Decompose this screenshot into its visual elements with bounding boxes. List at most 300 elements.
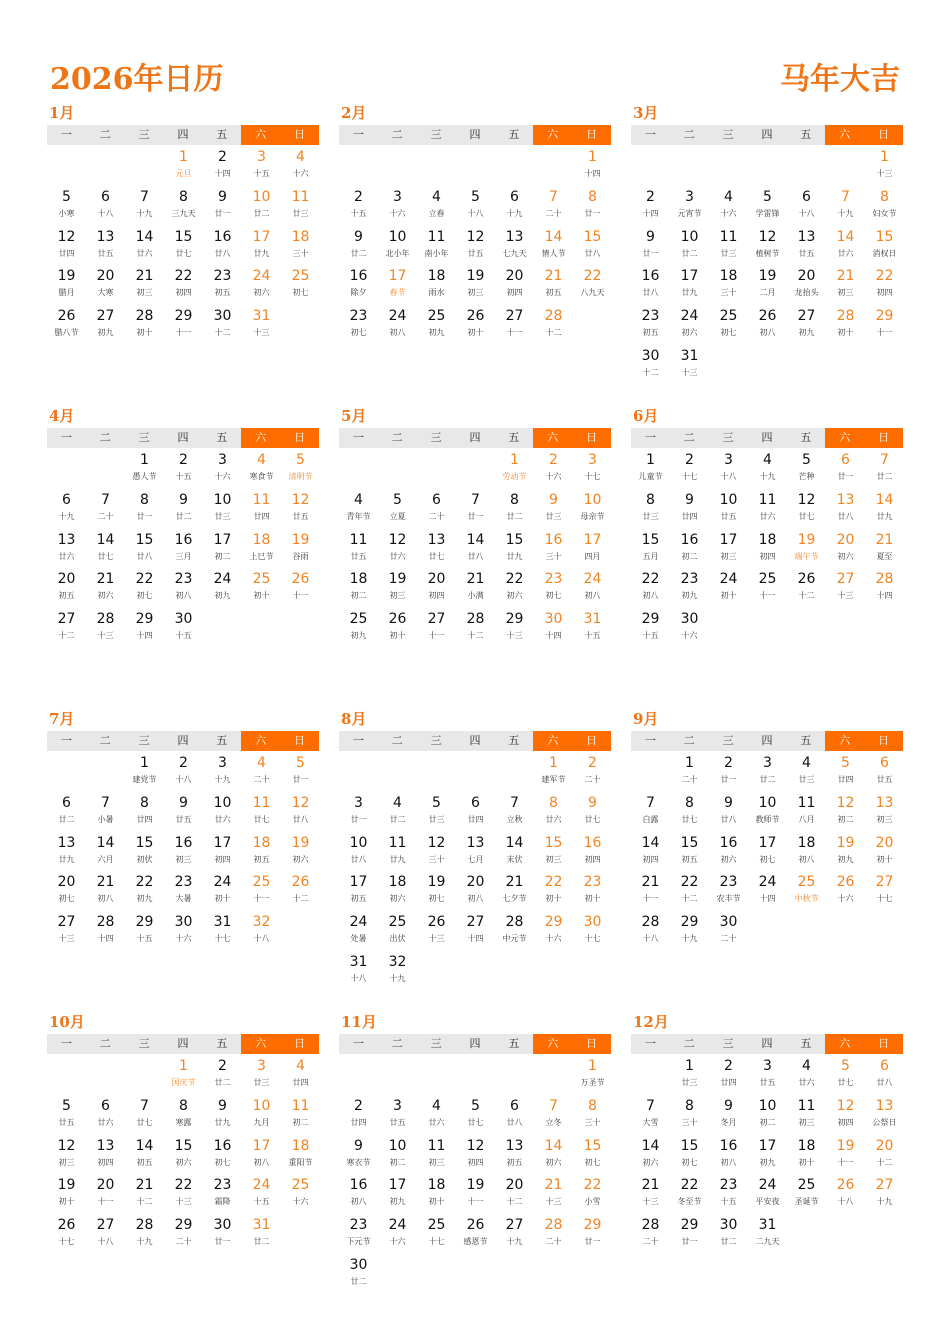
empty-cell (378, 754, 417, 794)
day-number: 9 (218, 188, 227, 205)
day-number: 10 (252, 1097, 271, 1114)
day-cell (826, 531, 865, 571)
day-cell (670, 834, 709, 874)
day-number: 21 (544, 268, 563, 285)
day-cell (339, 1256, 378, 1296)
day-number: 27 (797, 308, 816, 325)
weekday-label: 五 (786, 125, 825, 145)
lunar-label: 农丰节 (716, 894, 741, 904)
day-number: 2 (218, 149, 227, 165)
day-number: 10 (680, 228, 699, 245)
day-number: 25 (427, 308, 446, 325)
day-number: 22 (135, 874, 154, 891)
lunar-label: 初九 (681, 591, 698, 601)
day-number: 19 (427, 874, 446, 891)
lunar-label: 三十 (545, 551, 562, 561)
lunar-label: 十九 (389, 973, 406, 983)
day-number: 5 (763, 188, 772, 205)
day-number: 6 (880, 1058, 889, 1074)
weekday-label: 二 (670, 428, 709, 448)
day-cell (86, 307, 125, 347)
lunar-label: 雨水 (428, 288, 445, 298)
day-number: 31 (758, 1217, 777, 1234)
day-number: 7 (549, 1097, 558, 1114)
day-number: 1 (685, 1058, 694, 1074)
day-number: 2 (724, 1058, 733, 1074)
day-number: 14 (544, 228, 563, 245)
day-cell (242, 188, 281, 228)
lunar-label: 十九 (876, 1197, 893, 1207)
lunar-label: 初七 (720, 328, 737, 338)
day-cell (456, 794, 495, 834)
day-cell (709, 1137, 748, 1177)
day-cell (670, 188, 709, 228)
lunar-label: 廿六 (389, 551, 406, 561)
day-number: 20 (427, 571, 446, 588)
day-number: 28 (641, 914, 660, 931)
day-cell (86, 1097, 125, 1137)
lunar-label: 初八 (350, 1197, 367, 1207)
lunar-label: 初三 (136, 288, 153, 298)
day-cell (164, 610, 203, 650)
day-number: 22 (544, 874, 563, 891)
lunar-label: 三月 (175, 551, 192, 561)
day-cell (573, 451, 612, 491)
day-cell (125, 451, 164, 491)
day-number: 12 (758, 228, 777, 245)
empty-cell (748, 148, 787, 188)
lunar-label: 十四 (642, 208, 659, 218)
day-number: 13 (466, 834, 485, 851)
day-cell (203, 228, 242, 268)
lunar-label: 龙抬头 (794, 288, 819, 298)
day-number: 9 (354, 1137, 363, 1154)
lunar-label: 十二 (876, 1157, 893, 1167)
weekday-label: 五 (494, 1034, 533, 1054)
day-cell (709, 531, 748, 571)
day-number: 21 (544, 1177, 563, 1194)
day-number: 2 (549, 452, 558, 468)
day-cell (339, 188, 378, 228)
lunar-label: 廿五 (876, 775, 893, 784)
day-number: 20 (96, 1177, 115, 1194)
empty-cell (670, 148, 709, 188)
day-number: 19 (57, 268, 76, 285)
lunar-label: 十五 (642, 631, 659, 641)
day-number: 2 (354, 188, 363, 205)
day-number: 30 (213, 1217, 232, 1234)
day-number: 8 (549, 794, 558, 811)
lunar-label: 廿三 (292, 208, 309, 218)
lunar-label: 元旦 (175, 169, 192, 178)
lunar-label: 十三 (253, 328, 270, 338)
lunar-label: 廿八 (837, 511, 854, 521)
day-number: 21 (135, 268, 154, 285)
day-number: 20 (505, 268, 524, 285)
day-cell (631, 188, 670, 228)
weekday-label: 一 (631, 731, 670, 751)
month-name: 2月 (341, 104, 367, 122)
lunar-label: 重阳节 (288, 1157, 313, 1167)
day-cell (203, 1176, 242, 1216)
weekday-header (631, 125, 903, 145)
day-number: 10 (388, 1137, 407, 1154)
day-number: 17 (349, 874, 368, 891)
day-cell (748, 1176, 787, 1216)
lunar-label: 处暑 (350, 934, 367, 944)
day-cell (378, 491, 417, 531)
lunar-label: 廿二 (58, 814, 75, 824)
month-name: 12月 (633, 1013, 669, 1031)
lunar-label: 十四 (97, 934, 114, 944)
day-cell (865, 1176, 904, 1216)
day-cell (748, 1216, 787, 1256)
lunar-label: 初十 (545, 894, 562, 904)
day-cell (670, 754, 709, 794)
day-cell (709, 307, 748, 347)
lunar-label: 初八 (720, 1157, 737, 1167)
day-number: 2 (218, 1058, 227, 1074)
lunar-label: 十六 (389, 208, 406, 218)
month-9 (631, 709, 903, 953)
day-number: 27 (466, 914, 485, 931)
day-number: 10 (758, 794, 777, 811)
weekday-label: 六 (825, 1034, 864, 1054)
day-number: 18 (719, 268, 738, 285)
lunar-label: 公祭日 (872, 1117, 897, 1127)
lunar-label: 初七 (759, 854, 776, 864)
day-number: 22 (135, 571, 154, 588)
day-number: 9 (685, 491, 694, 508)
lunar-label: 初八 (175, 591, 192, 601)
day-cell (242, 1176, 281, 1216)
lunar-label: 立秋 (506, 814, 523, 824)
day-number: 7 (646, 794, 655, 811)
lunar-label: 大寒 (97, 288, 114, 298)
empty-cell (417, 451, 456, 491)
day-cell (748, 1137, 787, 1177)
lunar-label: 廿五 (389, 1117, 406, 1127)
day-cell (281, 834, 320, 874)
day-cell (47, 873, 86, 913)
lunar-label: 初四 (467, 1157, 484, 1167)
day-number: 3 (218, 452, 227, 468)
day-number: 8 (588, 1097, 597, 1114)
lunar-label: 二十 (545, 1237, 562, 1247)
day-cell (709, 873, 748, 913)
day-cell (47, 913, 86, 953)
lunar-label: 廿八 (720, 814, 737, 824)
weekday-label: 四 (456, 1034, 495, 1054)
day-number: 27 (505, 1217, 524, 1234)
lunar-label: 初七 (428, 894, 445, 904)
day-cell (242, 1137, 281, 1177)
day-number: 2 (646, 188, 655, 205)
day-number: 17 (583, 531, 602, 548)
empty-cell (339, 148, 378, 188)
empty-cell (631, 1057, 670, 1097)
lunar-label: 初七 (58, 894, 75, 904)
lunar-label: 寒食节 (249, 472, 274, 481)
lunar-label: 北小年 (385, 248, 410, 258)
lunar-label: 初六 (642, 1157, 659, 1167)
lunar-label: 十三 (642, 1197, 659, 1207)
lunar-label: 廿四 (253, 511, 270, 521)
day-number: 16 (641, 268, 660, 285)
day-number: 30 (174, 611, 193, 628)
day-cell (534, 610, 573, 650)
day-number: 11 (758, 491, 777, 508)
day-number: 5 (841, 755, 850, 771)
day-cell (281, 188, 320, 228)
day-number: 25 (349, 611, 368, 628)
day-cell (242, 451, 281, 491)
month-name: 5月 (341, 407, 367, 425)
day-number: 7 (841, 188, 850, 205)
day-cell (495, 610, 534, 650)
day-number: 7 (880, 452, 889, 468)
day-number: 1 (588, 149, 597, 165)
empty-cell (826, 148, 865, 188)
day-number: 15 (174, 1137, 193, 1154)
day-number: 4 (257, 755, 266, 771)
day-cell (748, 1097, 787, 1137)
day-grid (339, 451, 611, 650)
lunar-label: 廿八 (642, 288, 659, 298)
day-number: 7 (140, 188, 149, 205)
day-cell (787, 794, 826, 834)
weekday-label: 日 (864, 1034, 903, 1054)
day-cell (125, 491, 164, 531)
day-number: 14 (875, 491, 894, 508)
lunar-label: 初六 (720, 854, 737, 864)
day-number: 30 (349, 1256, 368, 1273)
day-number: 26 (57, 1217, 76, 1234)
empty-cell (631, 754, 670, 794)
day-cell (787, 873, 826, 913)
day-number: 11 (797, 794, 816, 811)
weekday-label: 日 (572, 428, 611, 448)
lunar-label: 十九 (58, 511, 75, 521)
day-cell (826, 794, 865, 834)
lunar-label: 初六 (292, 854, 309, 864)
lunar-label: 初六 (681, 328, 698, 338)
lunar-label: 初六 (506, 591, 523, 601)
lunar-label: 清明节 (288, 472, 313, 481)
lunar-label: 廿六 (136, 248, 153, 258)
lunar-label: 廿九 (506, 551, 523, 561)
day-number: 7 (646, 1097, 655, 1114)
weekday-label: 三 (417, 125, 456, 145)
day-number: 12 (797, 491, 816, 508)
lunar-label: 十三 (837, 591, 854, 601)
day-number: 6 (510, 188, 519, 205)
day-cell (865, 754, 904, 794)
lunar-label: 廿九 (876, 511, 893, 521)
day-number: 21 (135, 1177, 154, 1194)
day-cell (378, 1216, 417, 1256)
day-number: 1 (880, 149, 889, 165)
day-cell (709, 754, 748, 794)
day-cell (865, 307, 904, 347)
day-number: 11 (388, 834, 407, 851)
weekday-label: 五 (202, 1034, 241, 1054)
day-cell (203, 913, 242, 953)
lunar-label: 十八 (720, 472, 737, 481)
lunar-label: 初八 (642, 591, 659, 601)
day-number: 12 (427, 834, 446, 851)
lunar-label: 廿八 (506, 1117, 523, 1127)
day-number: 16 (349, 268, 368, 285)
day-cell (787, 267, 826, 307)
day-cell (573, 913, 612, 953)
lunar-label: 初五 (350, 894, 367, 904)
lunar-label: 三十 (720, 288, 737, 298)
day-cell (748, 451, 787, 491)
weekday-label: 一 (631, 1034, 670, 1054)
lunar-label: 冬至节 (677, 1197, 702, 1207)
day-cell (787, 491, 826, 531)
day-cell (787, 1137, 826, 1177)
lunar-label: 初九 (837, 854, 854, 864)
day-cell (203, 1216, 242, 1256)
day-number: 22 (174, 268, 193, 285)
day-grid (631, 754, 903, 953)
lunar-label: 初四 (175, 288, 192, 298)
lunar-label: 儿童节 (638, 472, 663, 481)
day-cell (164, 1216, 203, 1256)
day-number: 1 (140, 755, 149, 771)
lunar-label: 平安夜 (755, 1197, 780, 1207)
day-number: 28 (96, 611, 115, 628)
day-cell (125, 913, 164, 953)
day-number: 13 (875, 1097, 894, 1114)
day-cell (748, 834, 787, 874)
day-number: 18 (349, 571, 368, 588)
day-cell (670, 451, 709, 491)
day-number: 11 (291, 188, 310, 205)
weekday-label: 日 (572, 1034, 611, 1054)
day-number: 6 (841, 452, 850, 468)
day-number: 5 (432, 794, 441, 811)
day-cell (456, 1216, 495, 1256)
day-cell (86, 794, 125, 834)
day-cell (495, 451, 534, 491)
empty-cell (495, 754, 534, 794)
lunar-label: 廿三 (681, 1078, 698, 1087)
day-cell (164, 491, 203, 531)
weekday-label: 三 (125, 428, 164, 448)
lunar-label: 十八 (642, 934, 659, 944)
day-cell (339, 1097, 378, 1137)
day-cell (631, 307, 670, 347)
lunar-label: 初四 (759, 551, 776, 561)
day-number: 29 (174, 1217, 193, 1234)
lunar-label: 廿二 (681, 248, 698, 258)
lunar-label: 廿一 (837, 472, 854, 481)
lunar-label: 十一 (837, 1157, 854, 1167)
day-number: 1 (140, 452, 149, 468)
day-number: 24 (758, 874, 777, 891)
weekday-label: 二 (86, 731, 125, 751)
day-cell (417, 228, 456, 268)
slogan: 马年大吉 (780, 62, 900, 97)
lunar-label: 十五 (253, 169, 270, 178)
lunar-label: 二十 (545, 208, 562, 218)
day-number: 16 (583, 834, 602, 851)
lunar-label: 十八 (97, 1237, 114, 1247)
lunar-label: 廿六 (428, 1117, 445, 1127)
lunar-label: 情人节 (541, 248, 566, 258)
lunar-label: 八月 (798, 814, 815, 824)
lunar-label: 廿七 (253, 814, 270, 824)
lunar-label: 二十 (428, 511, 445, 521)
day-number: 7 (471, 491, 480, 508)
day-cell (417, 913, 456, 953)
day-number: 14 (505, 834, 524, 851)
day-cell (86, 1137, 125, 1177)
lunar-label: 廿一 (584, 208, 601, 218)
day-number: 22 (583, 268, 602, 285)
day-cell (378, 1176, 417, 1216)
lunar-label: 二十 (584, 775, 601, 784)
lunar-label: 立冬 (545, 1117, 562, 1127)
day-cell (534, 228, 573, 268)
lunar-label: 廿六 (837, 248, 854, 258)
day-number: 3 (685, 188, 694, 205)
day-cell (865, 1137, 904, 1177)
day-cell (47, 1137, 86, 1177)
lunar-label: 十二 (642, 367, 659, 377)
lunar-label: 初十 (389, 631, 406, 641)
lunar-label: 小满 (467, 591, 484, 601)
weekday-label: 三 (417, 1034, 456, 1054)
day-cell (787, 754, 826, 794)
lunar-label: 十五 (584, 631, 601, 641)
day-cell (456, 188, 495, 228)
day-number: 6 (101, 188, 110, 205)
day-cell (826, 754, 865, 794)
day-cell (164, 873, 203, 913)
lunar-label: 初十 (253, 591, 270, 601)
weekday-header (339, 428, 611, 448)
day-number: 1 (588, 1058, 597, 1074)
lunar-label: 初二 (759, 1117, 776, 1127)
day-cell (826, 267, 865, 307)
weekday-label: 一 (339, 428, 378, 448)
lunar-label: 初五 (506, 1157, 523, 1167)
lunar-label: 十九 (214, 775, 231, 784)
lunar-label: 十二 (798, 591, 815, 601)
lunar-label: 腊八节 (54, 328, 79, 338)
day-number: 22 (641, 571, 660, 588)
lunar-label: 十六 (545, 934, 562, 944)
day-number: 8 (685, 794, 694, 811)
lunar-label: 廿五 (798, 248, 815, 258)
day-number: 17 (213, 531, 232, 548)
day-cell (495, 794, 534, 834)
day-number: 14 (96, 531, 115, 548)
lunar-label: 十一 (467, 1197, 484, 1207)
day-cell (203, 1057, 242, 1097)
day-number: 27 (875, 874, 894, 891)
lunar-label: 初十 (876, 854, 893, 864)
empty-cell (378, 1057, 417, 1097)
weekday-label: 四 (748, 428, 787, 448)
weekday-label: 二 (86, 1034, 125, 1054)
day-cell (86, 1216, 125, 1256)
lunar-label: 廿五 (292, 511, 309, 521)
